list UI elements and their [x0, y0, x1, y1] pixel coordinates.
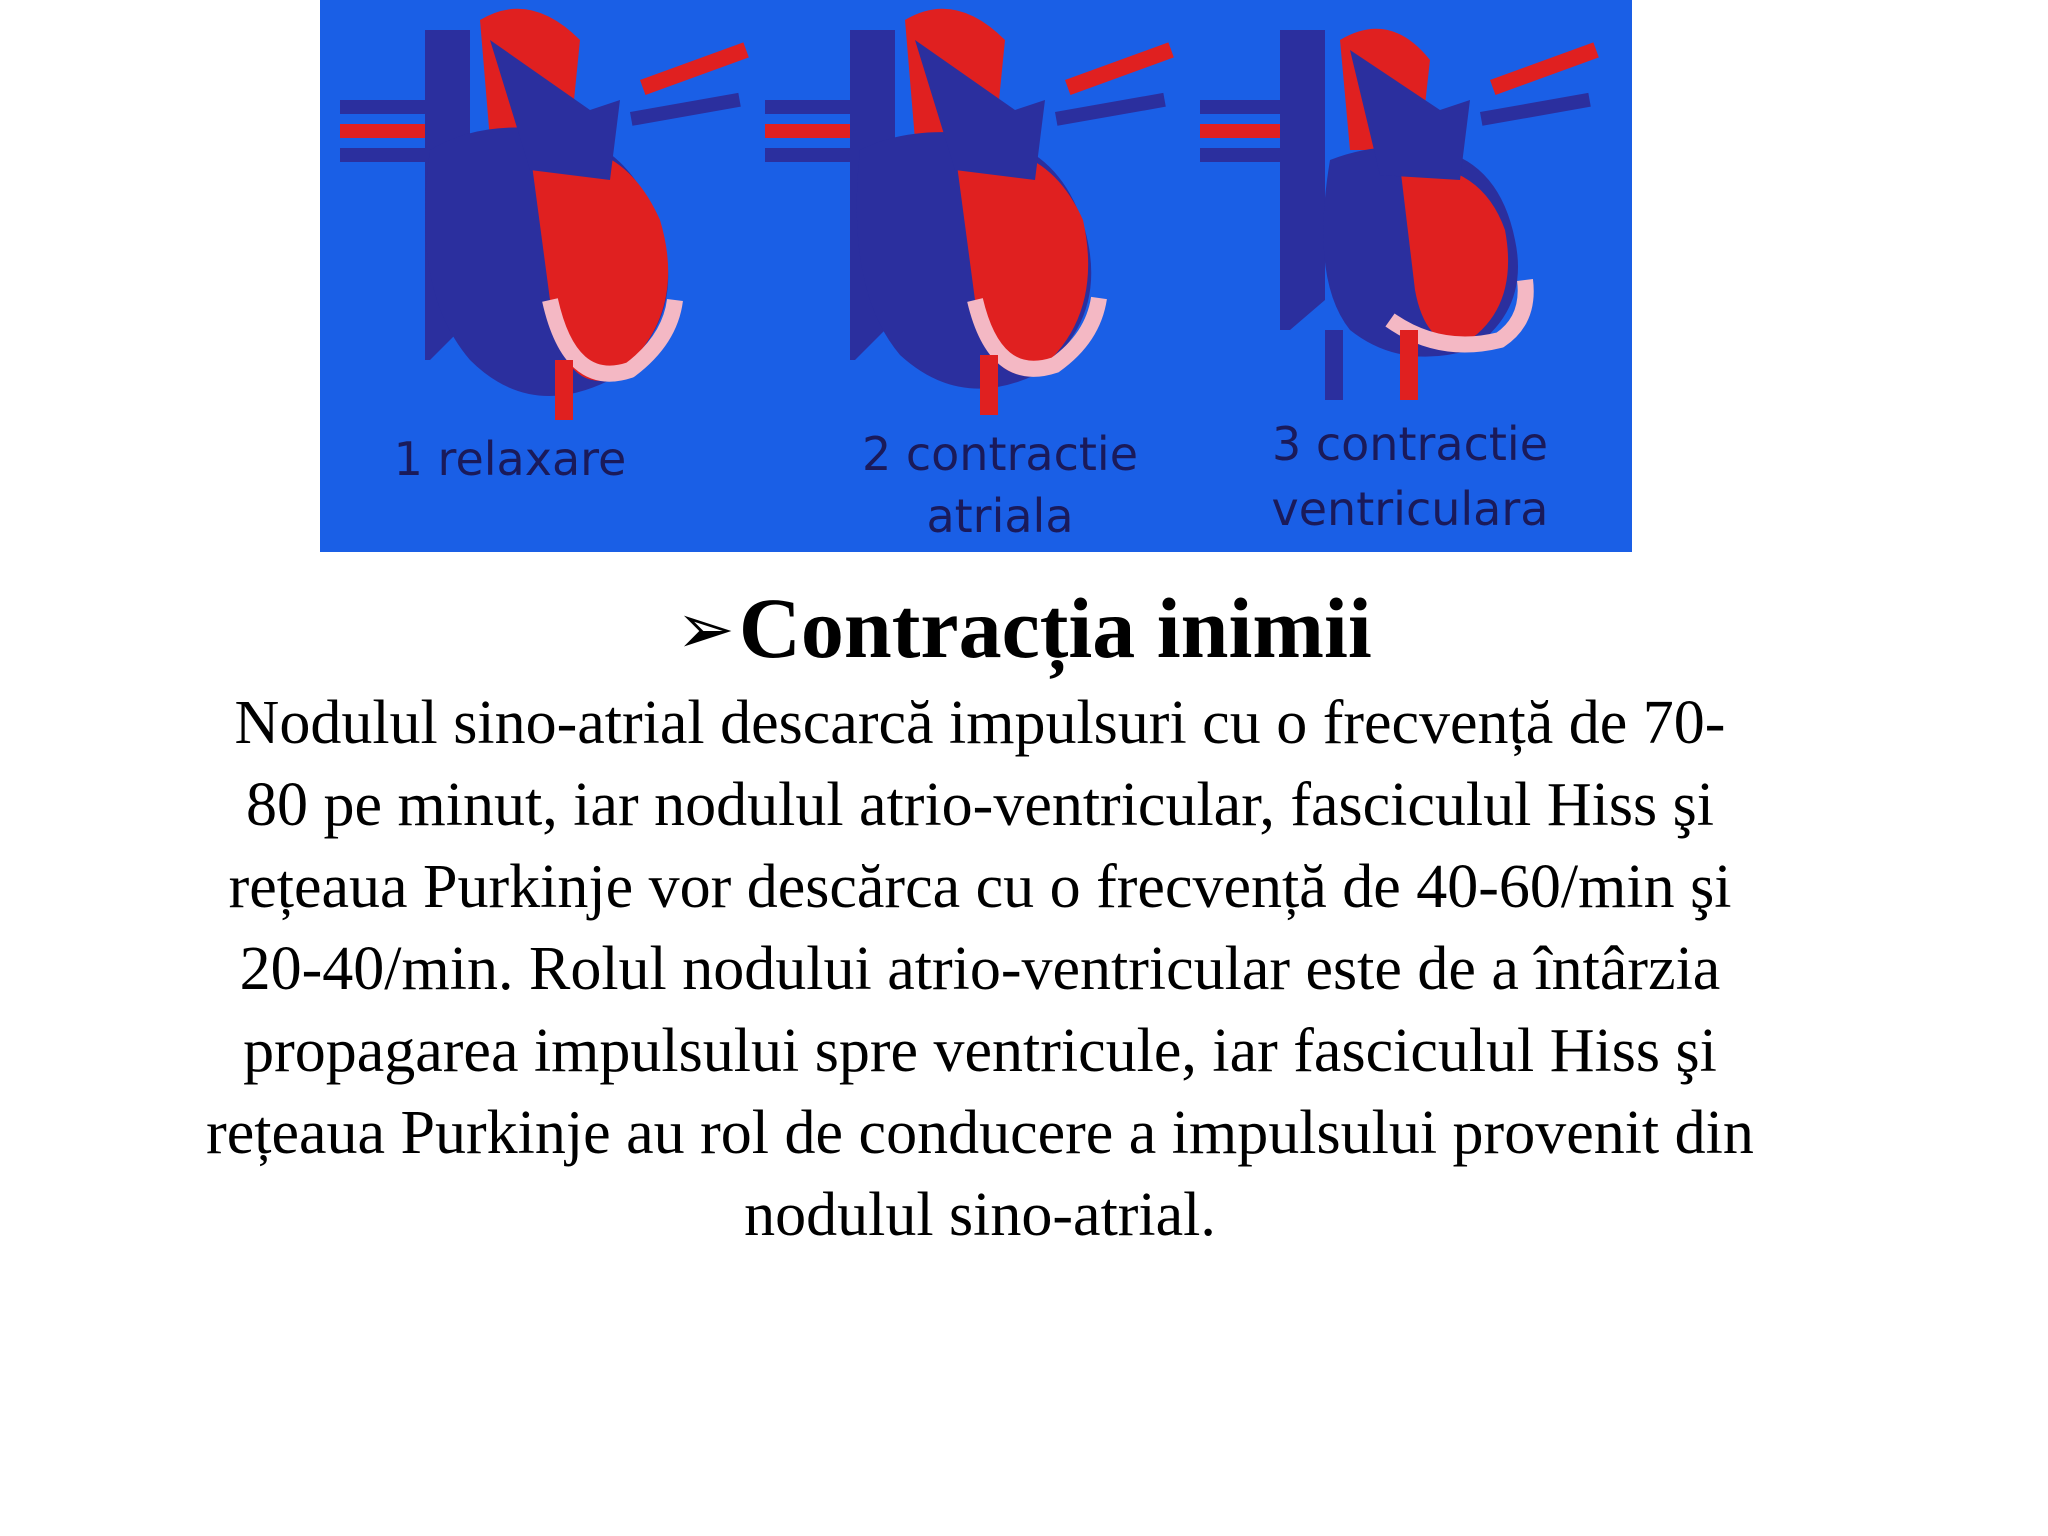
paragraph-line: 20-40/min. Rolul nodului atrio-ventricular este de a întârzia [239, 935, 1721, 1003]
section-heading [0, 578, 2048, 679]
stage-2-label-line1: 2 contractie [861, 427, 1139, 481]
stage-3-label-line1: 3 contractie [1271, 417, 1549, 471]
paragraph-line: rețeaua Purkinje au rol de conducere a impulsului provenit din [206, 1099, 1754, 1167]
stage-1-label: 1 relaxare [393, 432, 627, 486]
heart-cycle-illustration [320, 0, 1632, 552]
paragraph-line: nodulul sino-atrial. [744, 1181, 1216, 1249]
paragraph-line: propagarea impulsului spre ventricule, iar fasciculul Hiss şi [243, 1017, 1717, 1085]
paragraph-line: rețeaua Purkinje vor descărca cu o frecvență de 40-60/min şi [228, 853, 1732, 921]
stage-2-label-line2: atriala [926, 489, 1074, 543]
stage-3-label-line2: ventriculara [1271, 482, 1549, 536]
heading-text: Contracția inimii [738, 580, 1372, 676]
paragraph-line: 80 pe minut, iar nodulul atrio-ventricular, fasciculul Hiss şi [246, 771, 1714, 839]
paragraph-line: Nodulul sino-atrial descarcă impulsuri cu o frecvență de 70- [234, 689, 1726, 757]
arrow-bullet-icon: ➢ [676, 588, 735, 670]
body-paragraph [120, 682, 1840, 1256]
heart-cycle-figure [320, 0, 1632, 552]
